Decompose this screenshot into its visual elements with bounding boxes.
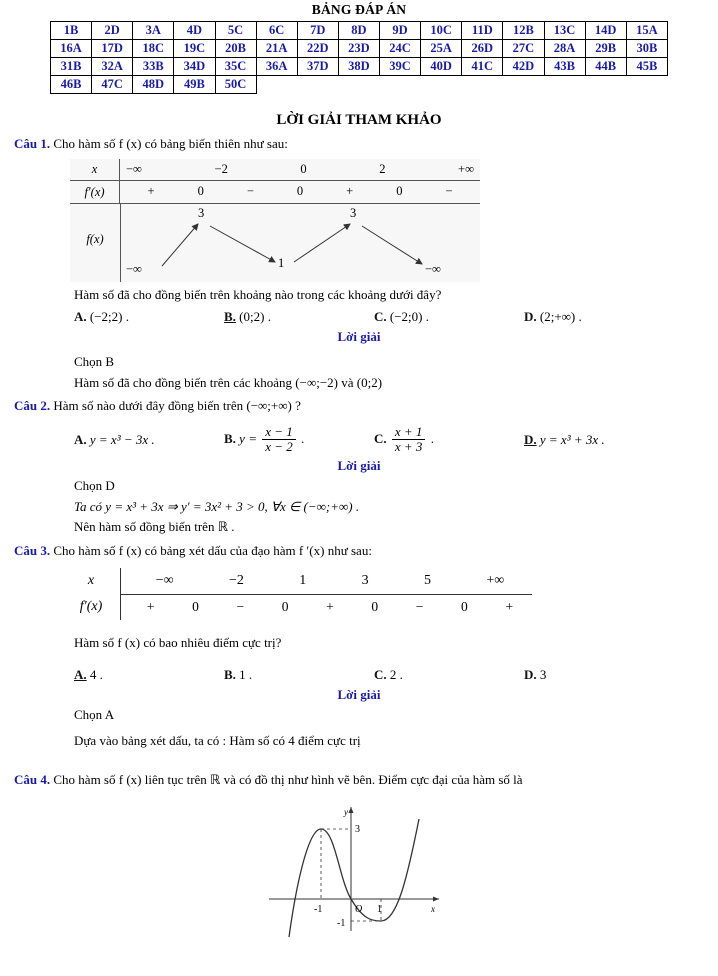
variation-max-2: 3	[350, 205, 357, 220]
answer-cell: 24C	[380, 40, 421, 58]
choice-b-key: B.	[224, 309, 236, 325]
answer-cell-empty	[380, 76, 421, 94]
question-1-chon: Chọn B	[74, 354, 115, 370]
sign: −	[415, 598, 424, 614]
answer-cell: 36A	[256, 58, 297, 76]
answer-cell: 46B	[51, 76, 92, 94]
sign-table-horizontal-divider	[120, 594, 532, 595]
answer-cell: 1B	[51, 22, 92, 40]
x-value: +∞	[486, 572, 505, 588]
choice-a[interactable]	[74, 667, 224, 683]
choice-d-text: y = x³ + 3x .	[539, 431, 605, 447]
answer-cell: 11D	[462, 22, 503, 40]
choice-d-key: D.	[524, 431, 537, 447]
answer-cell: 23D	[338, 40, 379, 58]
answer-cell: 26D	[462, 40, 503, 58]
choice-c[interactable]	[374, 667, 524, 683]
answer-cell: 30B	[626, 40, 667, 58]
question-2-label: Câu 2.	[14, 398, 51, 414]
answer-cell: 13C	[544, 22, 585, 40]
answer-table	[50, 21, 668, 94]
x-value: 5	[423, 572, 431, 588]
origin-label: O	[355, 903, 363, 915]
sign: 0	[461, 598, 468, 614]
answer-cell-empty	[626, 76, 667, 94]
x-tick-1: 1	[377, 903, 382, 915]
answer-cell-empty	[256, 76, 297, 94]
choice-c-key: C.	[374, 667, 387, 683]
question-3-label: Câu 3.	[14, 542, 51, 558]
answer-cell: 15A	[626, 22, 667, 40]
answer-cell: 16A	[51, 40, 92, 58]
question-3-stem-line	[14, 542, 704, 560]
answer-cell: 32A	[92, 58, 133, 76]
choice-c-key: C.	[374, 309, 387, 325]
table-row	[51, 22, 668, 40]
choice-a-key: A.	[74, 309, 87, 325]
document-page	[0, 2, 718, 976]
question-4-stem: Cho hàm số f (x) liên tục trên ℝ và có đồ thị như hình vẽ bên. Điểm cực đại của hàm số là	[53, 772, 523, 788]
question-2-loigiai: Lời giải	[337, 458, 381, 474]
fraction-numerator: x − 1	[265, 423, 293, 439]
answer-cell-empty	[462, 76, 503, 94]
y-axis-arrow	[349, 807, 354, 813]
choice-b[interactable]	[224, 425, 374, 455]
y-tick-neg1: -1	[337, 917, 346, 929]
answer-cell: 42D	[503, 58, 544, 76]
cubic-graph-svg	[259, 799, 459, 939]
answer-cell: 22D	[297, 40, 338, 58]
choice-d[interactable]	[524, 667, 674, 683]
variation-x-label: x	[70, 159, 120, 180]
variation-x-values	[120, 162, 480, 177]
solutions-body	[0, 135, 718, 939]
answer-cell: 33B	[133, 58, 174, 76]
answer-cell: 39C	[380, 58, 421, 76]
x-axis-label: x	[431, 903, 435, 914]
sign-x-values	[120, 573, 532, 589]
x-value: 1	[299, 572, 307, 588]
answer-cell: 20B	[215, 40, 256, 58]
choice-b-key: B.	[224, 430, 236, 446]
question-3-loigiai: Lời giải	[337, 687, 381, 703]
question-1-loigiai: Lời giải	[337, 329, 381, 345]
answer-cell: 31B	[51, 58, 92, 76]
answer-cell: 19C	[174, 40, 215, 58]
sign-fprime-label: f′(x)	[79, 598, 103, 614]
answer-cell: 41C	[462, 58, 503, 76]
sign: +	[147, 184, 155, 199]
x-value: 2	[379, 161, 386, 176]
cubic-curve	[289, 819, 419, 937]
question-4-stem-line	[14, 771, 704, 789]
answer-cell: 21A	[256, 40, 297, 58]
variation-signs	[120, 184, 480, 199]
question-2-chon: Chọn D	[74, 478, 115, 494]
answer-cell: 34D	[174, 58, 215, 76]
question-1-explanation: Hàm số đã cho đồng biến trên các khoảng (−∞;−2) và (0;2)	[74, 374, 383, 390]
sign: 0	[396, 184, 403, 199]
answer-cell: 35C	[215, 58, 256, 76]
x-value: −∞	[155, 572, 174, 588]
fraction-denominator: x − 2	[262, 439, 296, 454]
answer-cell-empty	[421, 76, 462, 94]
choice-a[interactable]	[74, 309, 224, 325]
answer-cell: 50C	[215, 76, 256, 94]
choice-b-tail: .	[301, 430, 305, 446]
answer-cell: 14D	[585, 22, 626, 40]
answer-cell: 27C	[503, 40, 544, 58]
question-2-stem: Hàm số nào dưới đây đồng biến trên (−∞;+∞) ?	[53, 398, 301, 414]
variation-max-1: 3	[198, 205, 205, 220]
variation-table-sign-row	[70, 181, 480, 204]
answer-cell-empty	[585, 76, 626, 94]
y-axis-label: y	[344, 806, 348, 817]
table-row	[51, 76, 668, 94]
choice-b-lead: y =	[239, 430, 257, 446]
variation-arrows	[70, 204, 480, 282]
answer-cell: 40D	[421, 58, 462, 76]
sign-table-sign-row	[62, 594, 532, 620]
answer-cell: 10C	[421, 22, 462, 40]
answer-cell: 49B	[174, 76, 215, 94]
choice-c-text: (−2;0) .	[389, 309, 429, 325]
answer-cell: 25A	[421, 40, 462, 58]
question-1-stem: Cho hàm số f (x) có bảng biến thiên như sau:	[53, 136, 288, 151]
question-2-stem-line	[14, 397, 704, 415]
choice-a-text: y = x³ − 3x .	[89, 431, 155, 447]
y-tick-3: 3	[355, 823, 360, 835]
x-value: 0	[300, 161, 307, 176]
choice-a-text: (−2;2) .	[89, 309, 129, 325]
answer-cell: 9D	[380, 22, 421, 40]
choice-d[interactable]	[524, 432, 674, 448]
answer-cell: 12B	[503, 22, 544, 40]
variation-table	[70, 159, 480, 282]
answer-cell: 8D	[338, 22, 379, 40]
sign-values	[120, 599, 532, 615]
x-value: −∞	[126, 161, 142, 176]
sign-table-x-row	[62, 568, 532, 594]
answer-cell: 2D	[92, 22, 133, 40]
sign: −	[445, 184, 453, 199]
answer-cell: 4D	[174, 22, 215, 40]
sign-table	[62, 568, 532, 620]
question-2-choices	[14, 425, 704, 455]
choice-c[interactable]	[374, 309, 524, 325]
variation-f-label: f(x)	[86, 231, 104, 246]
answer-cell: 7D	[297, 22, 338, 40]
variation-end-right: −∞	[425, 261, 441, 276]
x-tick-neg1: -1	[314, 903, 323, 915]
question-3-choices	[14, 667, 704, 683]
answer-cell: 43B	[544, 58, 585, 76]
x-value: +∞	[458, 161, 474, 176]
fraction-denominator: x + 3	[392, 439, 426, 454]
sign: −	[246, 184, 254, 199]
choice-c-text: 2 .	[389, 667, 403, 683]
sign: +	[146, 598, 155, 614]
question-1-prompt: Hàm số đã cho đồng biến trên khoảng nào trong các khoảng dưới đây?	[74, 286, 442, 302]
answer-cell: 37D	[297, 58, 338, 76]
variation-end-left: −∞	[126, 261, 142, 276]
answer-cell: 5C	[215, 22, 256, 40]
choice-c[interactable]	[374, 425, 524, 455]
question-2-explanation-2: Nên hàm số đồng biến trên ℝ .	[74, 519, 235, 535]
choice-d[interactable]	[524, 309, 674, 325]
answer-table-title: BẢNG ĐÁP ÁN	[311, 2, 407, 17]
answer-cell: 45B	[626, 58, 667, 76]
choice-a-key: A.	[74, 667, 87, 683]
choice-b-text: 1 .	[239, 667, 253, 683]
choice-a-text: 4 .	[89, 667, 103, 683]
answer-cell-empty	[297, 76, 338, 94]
table-row	[51, 58, 668, 76]
choice-d-key: D.	[524, 667, 537, 683]
question-3-explanation: Dựa vào bảng xét dấu, ta có : Hàm số có 4 điểm cực trị	[74, 732, 361, 748]
sign: +	[505, 598, 514, 614]
solutions-title: LỜI GIẢI THAM KHẢO	[276, 112, 442, 128]
answer-cell: 29B	[585, 40, 626, 58]
choice-a[interactable]	[74, 432, 224, 448]
question-1-choices	[14, 309, 704, 325]
x-value: −2	[228, 572, 244, 588]
answer-table-wrap	[50, 21, 668, 94]
question-1-label: Câu 1.	[14, 136, 51, 151]
sign: −	[236, 598, 245, 614]
choice-b[interactable]	[224, 309, 374, 325]
variation-min-1: 1	[278, 255, 285, 270]
choice-b-key: B.	[224, 667, 236, 683]
answer-cell: 3A	[133, 22, 174, 40]
question-3-stem: Cho hàm số f (x) có bảng xét dấu của đạo hàm f ′(x) như sau:	[53, 542, 372, 558]
question-3-chon: Chọn A	[74, 707, 115, 723]
choice-a-key: A.	[74, 431, 87, 447]
choice-c-tail: .	[430, 430, 434, 446]
answer-cell: 47C	[92, 76, 133, 94]
answer-cell: 48D	[133, 76, 174, 94]
choice-c-fraction	[392, 425, 426, 455]
question-4-graph	[14, 799, 704, 939]
variation-table-x-row	[70, 159, 480, 181]
answer-cell: 6C	[256, 22, 297, 40]
fraction-numerator: x + 1	[394, 423, 423, 439]
sign: 0	[197, 184, 204, 199]
answer-cell-empty	[338, 76, 379, 94]
table-row	[51, 40, 668, 58]
choice-d-text: (2;+∞) .	[539, 309, 582, 325]
answer-cell: 28A	[544, 40, 585, 58]
sign: +	[326, 598, 334, 614]
sign: 0	[281, 598, 289, 614]
sign: 0	[192, 598, 199, 614]
sign-x-label: x	[87, 572, 95, 588]
variation-table-values	[70, 204, 480, 282]
sign: +	[346, 184, 354, 199]
choice-b-fraction	[262, 425, 296, 455]
choice-d-text: 3	[539, 667, 547, 683]
x-value: 3	[361, 572, 369, 588]
x-axis-arrow	[433, 896, 439, 901]
choice-d-key: D.	[524, 309, 537, 325]
question-2-explanation-1: Ta có y = x³ + 3x ⇒ y′ = 3x² + 3 > 0, ∀x ∈ (−∞;+∞) .	[74, 498, 360, 514]
variation-fprime-label: f′(x)	[70, 181, 120, 203]
answer-cell-empty	[544, 76, 585, 94]
answer-cell: 38D	[338, 58, 379, 76]
choice-b-text: (0;2) .	[239, 309, 271, 325]
sign: 0	[296, 184, 304, 199]
answer-cell: 44B	[585, 58, 626, 76]
sign: 0	[371, 598, 379, 614]
answer-cell: 17D	[92, 40, 133, 58]
question-1-stem-line	[14, 135, 704, 153]
choice-b[interactable]	[224, 667, 374, 683]
question-4-label: Câu 4.	[14, 772, 51, 788]
answer-cell-empty	[503, 76, 544, 94]
choice-c-key: C.	[374, 430, 387, 446]
question-3-prompt: Hàm số f (x) có bao nhiêu điểm cực trị?	[74, 634, 282, 650]
answer-cell: 18C	[133, 40, 174, 58]
x-value: −2	[214, 161, 228, 176]
